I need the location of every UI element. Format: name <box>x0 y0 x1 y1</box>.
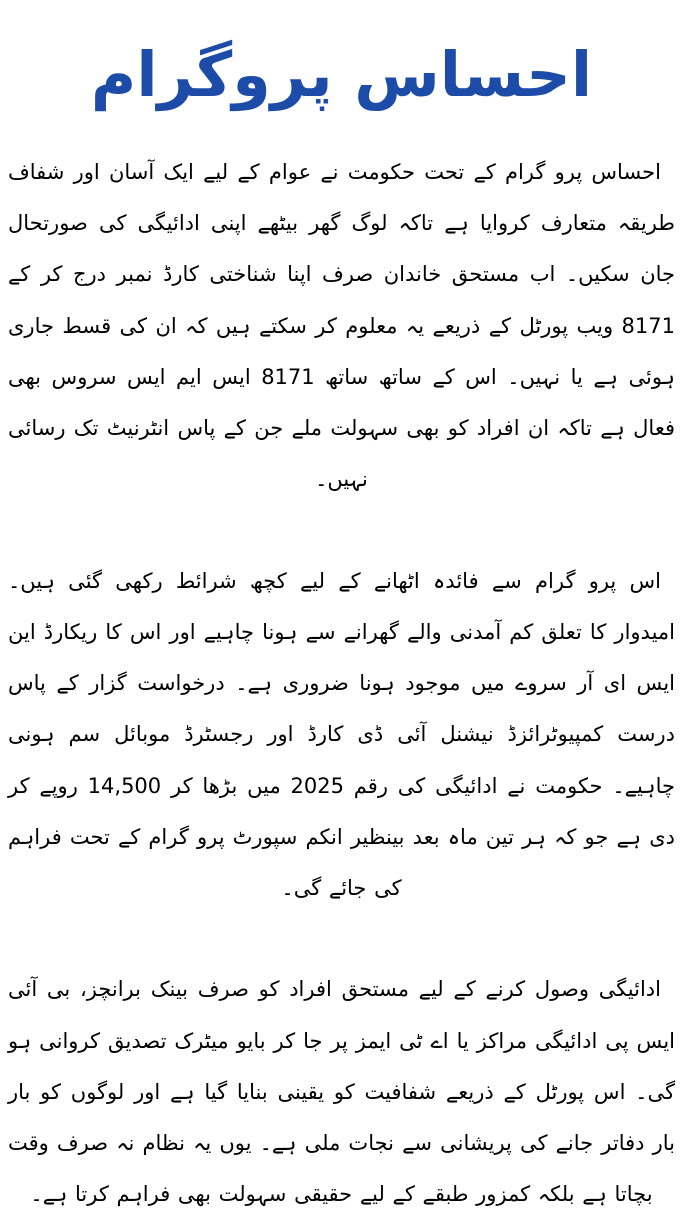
paragraph-intro-8171-portal: احساس پرو گرام کے تحت حکومت نے عوام کے لیے ایک آسان اور شفاف طریقہ متعارف کروایا ہے تاکہ لوگ گھر بیٹھے اپنی ادائیگی کی صورتحال جان سکیں۔ اب مستحق خاندان صرف اپنا شناختی کارڈ نمبر درج کر کے 8171 ویب پورٹل کے ذریعے یہ معلوم کر سکتے ہیں کہ ان کی قسط جاری ہوئی ہے یا نہیں۔ اس کے ساتھ ساتھ 8171 ایس ایم ایس سروس بھی فعال ہے تاکہ ان افراد کو بھی سہولت ملے جن کے پاس انٹرنیٹ تک رسائی نہیں۔ <box>8 160 675 492</box>
page-title: احساس پروگرام <box>90 38 593 111</box>
paragraph-eligibility-payment: اس پرو گرام سے فائدہ اٹھانے کے لیے کچھ شرائط رکھی گئی ہیں۔ امیدوار کا تعلق کم آمدنی والے گھرانے سے ہونا چاہیے اور اس کا ریکارڈ این ایس ای آر سروے میں موجود ہونا ضروری ہے۔ درخواست گزار کے پاس درست کمپیوٹرائزڈ نیشنل آئی ڈی کارڈ اور رجسٹرڈ موبائل سم ہونی چاہیے۔ حکومت نے ادائیگی کی رقم 2025 میں بڑھا کر 14,500 روپے کر دی ہے جو کہ ہر تین ماہ بعد بینظیر انکم سپورٹ پرو گرام کے تحت فراہم کی جائے گی۔ <box>8 568 675 901</box>
paragraph-payment-collection: ادائیگی وصول کرنے کے لیے مستحق افراد کو صرف بینک برانچز، بی آئی ایس پی ادائیگی مراکز یا اے ٹی ایمز پر جا کر بایو میٹرک تصدیق کروانی ہو گی۔ اس پورٹل کے ذریعے شفافیت کو یقینی بنایا گیا ہے اور لوگوں کو بار بار دفاتر جانے کی پریشانی سے نجات ملی ہے۔ یوں یہ نظام نہ صرف وقت بچاتا ہے بلکہ کمزور طبقے کے لیے حقیقی سہولت بھی فراہم کرتا ہے۔ <box>8 977 675 1207</box>
